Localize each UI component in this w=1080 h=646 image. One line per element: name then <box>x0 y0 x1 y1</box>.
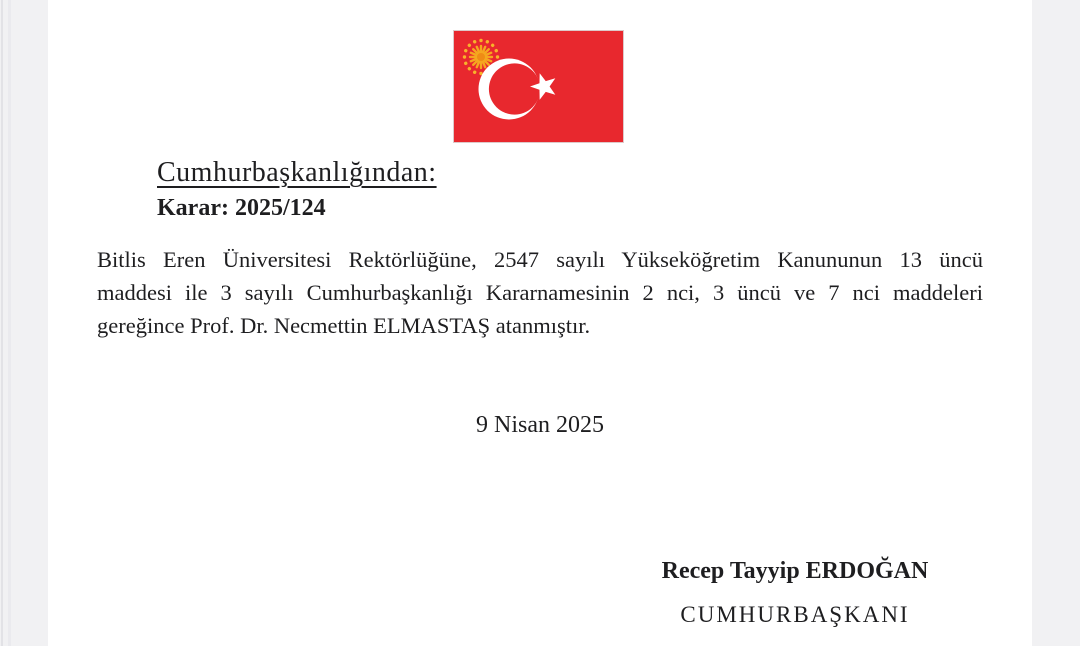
body-line-3: gereğince Prof. Dr. Necmettin ELMASTAŞ atanmıştır. <box>97 313 591 338</box>
document-heading: Cumhurbaşkanlığından: <box>157 157 437 188</box>
right-margin-band <box>1032 0 1080 646</box>
left-margin-band <box>0 0 48 646</box>
scan-edge-line <box>1 0 3 646</box>
signatory-title: CUMHURBAŞKANI <box>680 602 910 627</box>
decree-body-paragraph <box>97 243 983 342</box>
decree-page <box>48 0 1032 646</box>
scan-edge-line <box>8 0 11 646</box>
signature-block <box>598 558 992 628</box>
turkiye-presidential-flag-icon <box>454 31 623 142</box>
decision-number: Karar: 2025/124 <box>157 195 326 221</box>
body-line-1: Bitlis Eren Üniversitesi Rektörlüğüne, 2547 sayılı Yükseköğretim Kanununun 13 üncü <box>97 247 983 272</box>
signatory-name: Recep Tayyip ERDOĞAN <box>661 558 929 584</box>
body-line-2: maddesi ile 3 sayılı Cumhurbaşkanlığı Kararnamesinin 2 nci, 3 üncü ve 7 nci maddeleri <box>97 280 983 305</box>
decree-date: 9 Nisan 2025 <box>476 412 604 438</box>
